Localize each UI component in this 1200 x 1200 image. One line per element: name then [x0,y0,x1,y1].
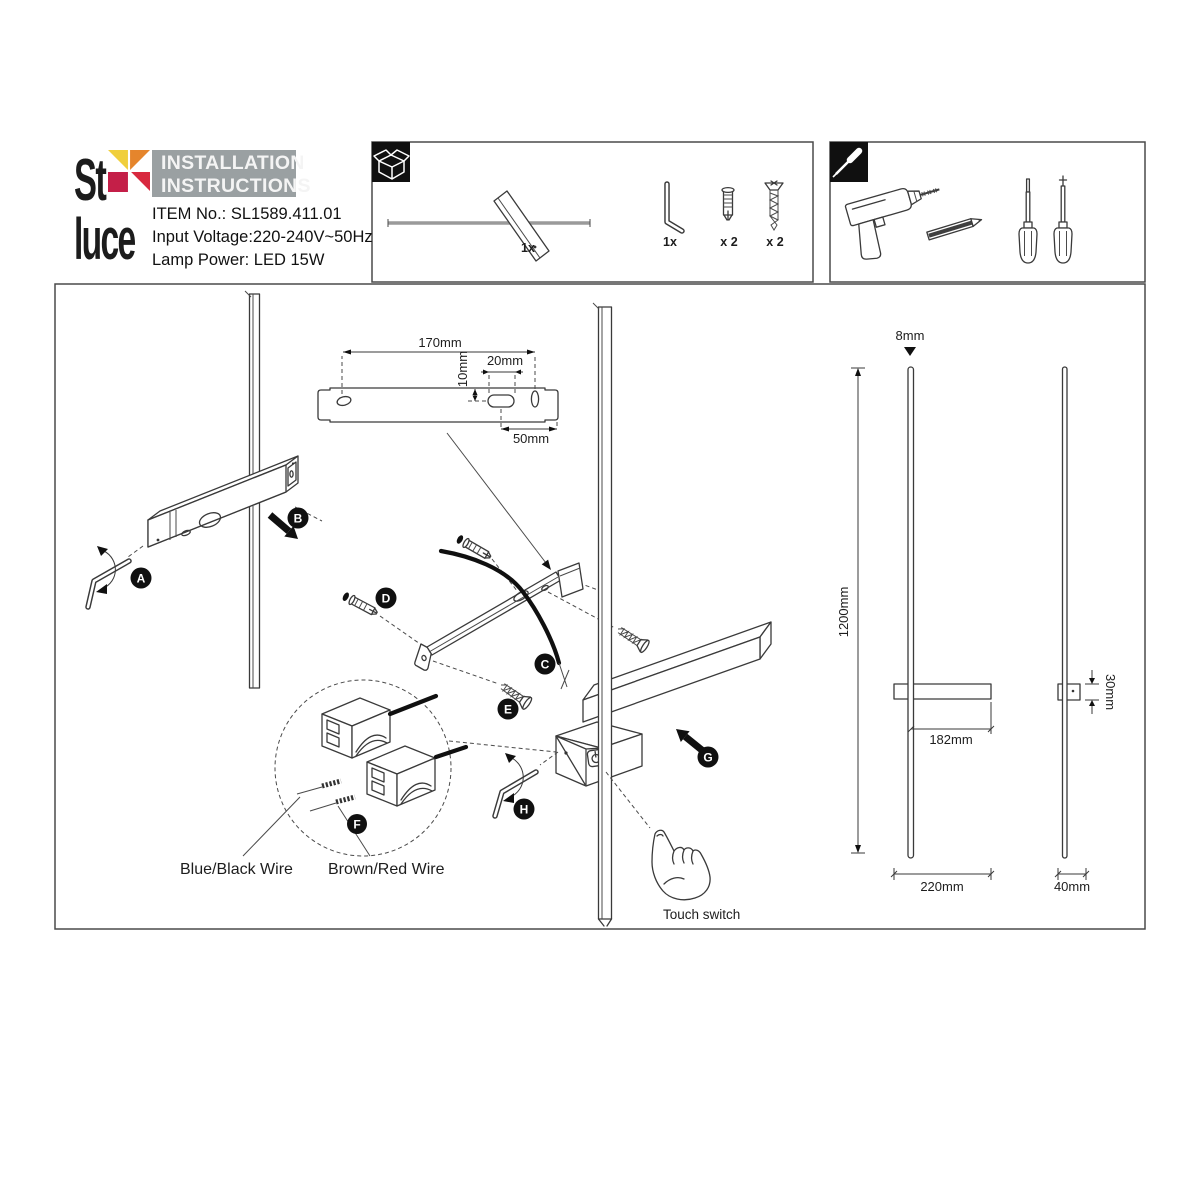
touch-switch-label: Touch switch [663,907,741,922]
dim-base-width-side: 40mm [1053,879,1091,894]
tool-flat-screwdriver-drawing [1019,179,1037,263]
left-lamp-base-box [148,456,298,547]
dim-slot-to-end: 50mm [512,431,550,446]
wire-ferrule-2 [310,797,355,811]
anchor-qty-label: x 2 [720,235,738,249]
step-badge-h [514,799,535,820]
package-icon [372,142,410,182]
wall-anchor-d [341,591,379,617]
step-letter-d: D [381,591,391,606]
input-voltage: Input Voltage:220-240V~50Hz [152,228,373,246]
parts-box-frame [372,142,813,282]
step-badge-f [347,814,367,834]
screwdriver-icon [830,142,868,182]
wire-connector-2 [367,746,435,806]
logo-text-bottom: luce [74,208,135,272]
step-badge-g [698,747,719,768]
hex-key-a [88,546,129,607]
center-wall-rod [593,303,612,926]
part-screw-drawing [765,181,783,230]
step-letter-a: A [136,571,146,586]
wire-ferrule-1 [297,781,341,794]
step-letter-f: F [353,817,361,832]
tool-drill-drawing [845,179,953,263]
part-anchor-drawing [722,188,734,220]
dim-base-offset: 182mm [929,732,973,747]
step-letter-h: H [519,802,529,817]
wire-connector-1 [322,698,390,758]
logo-mark [108,150,150,192]
tool-pencil-drawing [927,216,983,240]
step-letter-c: C [540,657,550,672]
step-badge-d [376,588,397,609]
step-badge-c [535,654,556,675]
touch-hand-drawing [606,772,710,900]
side-view-dimensions [1055,367,1099,880]
logo-text-top: St [74,146,106,213]
step-badge-a [131,568,152,589]
title-line-1: INSTALLATION [161,152,305,174]
step-badge-e [498,699,519,720]
screw-right-drawing [614,623,650,653]
part-lamp-drawing [388,191,590,261]
dim-bracket-length: 170mm [418,335,462,350]
dim-lamp-height: 1200mm [836,586,851,638]
wire-brown-red-label: Brown/Red Wire [328,861,445,878]
front-view-dimensions [851,347,994,880]
dim-base-width-front: 220mm [920,879,964,894]
step-letter-b: B [293,511,303,526]
brand-logo [74,146,152,272]
dim-base-depth: 30mm [1103,673,1118,711]
step-badge-b [288,508,309,529]
dim-rod-diameter: 8mm [895,328,925,343]
tool-phillips-screwdriver-drawing [1054,176,1072,263]
screw-qty-label: x 2 [766,235,784,249]
item-number: ITEM No.: SL1589.411.01 [152,205,342,223]
bracket-detail-drawing [318,350,558,571]
dim-slot-offset: 10mm [455,350,470,388]
title-line-2: INSTRUCTIONS [161,174,311,197]
dim-slot-width: 20mm [486,353,524,368]
part-hex-key-drawing [667,184,682,231]
lamp-power: Lamp Power: LED 15W [152,251,325,269]
lamp-qty-label: 1x [521,241,535,255]
step-letter-g: G [703,750,713,765]
step-letter-e: E [503,702,513,717]
wire-blue-black-label: Blue/Black Wire [180,861,293,878]
title-banner [152,150,311,197]
hex-key-qty-label: 1x [663,235,677,249]
